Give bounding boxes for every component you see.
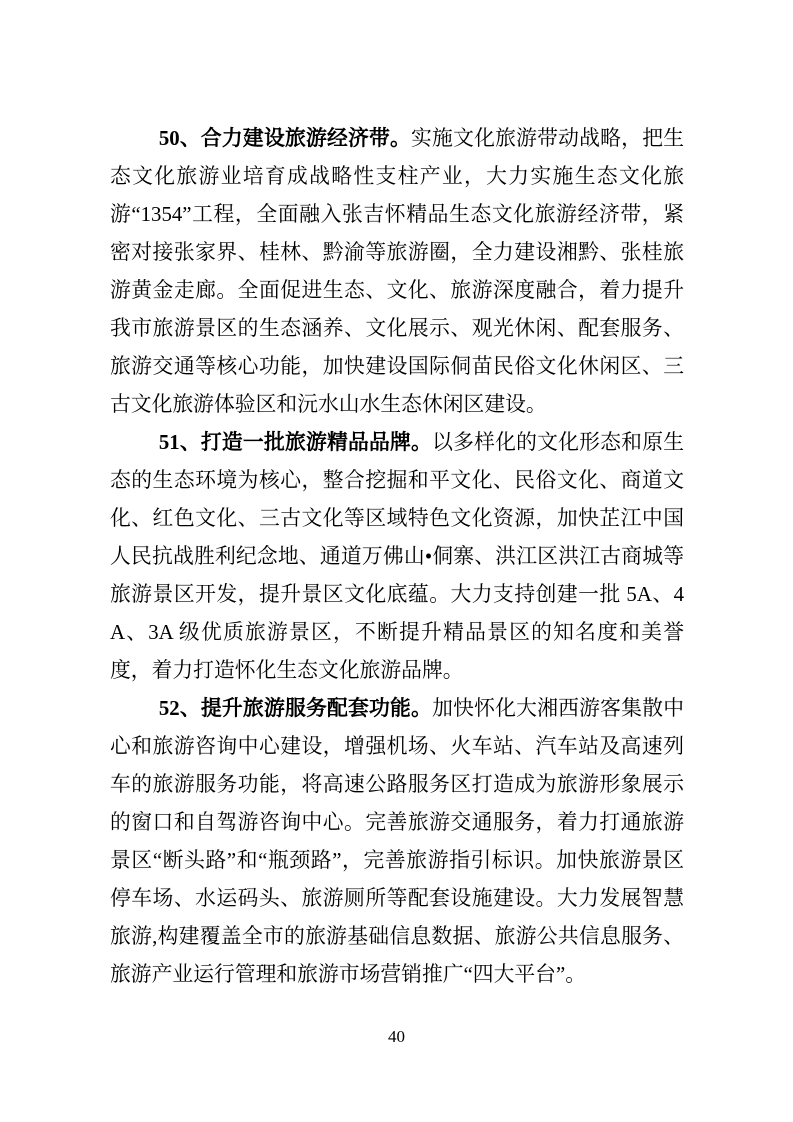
paragraph-50-heading: 50、合力建设旅游经济带。 — [158, 127, 412, 150]
paragraph-51-text: 以多样化的文化形态和原生态的生态环境为核心，整合挖掘和平文化、民俗文化、商道文化、红色文化、三古文化等区域特色文化资源，加快芷江中国人民抗战胜利纪念地、通道万佛山•侗寨、洪江区洪江古商城等旅游景区开发，提升景区文化底蕴。大力支持创建一批 5A、4A、3A 级优质旅游景区，不断提升精品景区的知名度和美誉度，着力打造怀化生态文化旅游品牌。 — [110, 431, 685, 682]
page-number: 40 — [388, 1027, 405, 1046]
paragraph-52-heading: 52、提升旅游服务配套功能。 — [158, 697, 433, 720]
document-body — [110, 120, 684, 994]
paragraph-50 — [110, 120, 684, 424]
paragraph-51 — [110, 424, 684, 690]
paragraph-51-heading: 51、打造一批旅游精品品牌。 — [158, 431, 433, 454]
paragraph-52-text: 加快怀化大湘西游客集散中心和旅游咨询中心建设，增强机场、火车站、汽车站及高速列车的旅游服务功能，将高速公路服务区打造成为旅游形象展示的窗口和自驾游咨询中心。完善旅游交通服务，着力打通旅游景区“断头路”和“瓶颈路”，完善旅游指引标识。加快旅游景区停车场、水运码头、旅游厕所等配套设施建设。大力发展智慧旅游,构建覆盖全市的旅游基础信息数据、旅游公共信息服务、旅游产业运行管理和旅游市场营销推广“四大平台”。 — [110, 697, 685, 986]
paragraph-52 — [110, 690, 684, 994]
paragraph-50-text: 实施文化旅游带动战略，把生态文化旅游业培育成战略性支柱产业，大力实施生态文化旅游“1354”工程，全面融入张吉怀精品生态文化旅游经济带，紧密对接张家界、桂林、黔渝等旅游圈，全力建设湘黔、张桂旅游黄金走廊。全面促进生态、文化、旅游深度融合，着力提升我市旅游景区的生态涵养、文化展示、观光休闲、配套服务、旅游交通等核心功能，加快建设国际侗苗民俗文化休闲区、三古文化旅游体验区和沅水山水生态休闲区建设。 — [110, 127, 685, 416]
